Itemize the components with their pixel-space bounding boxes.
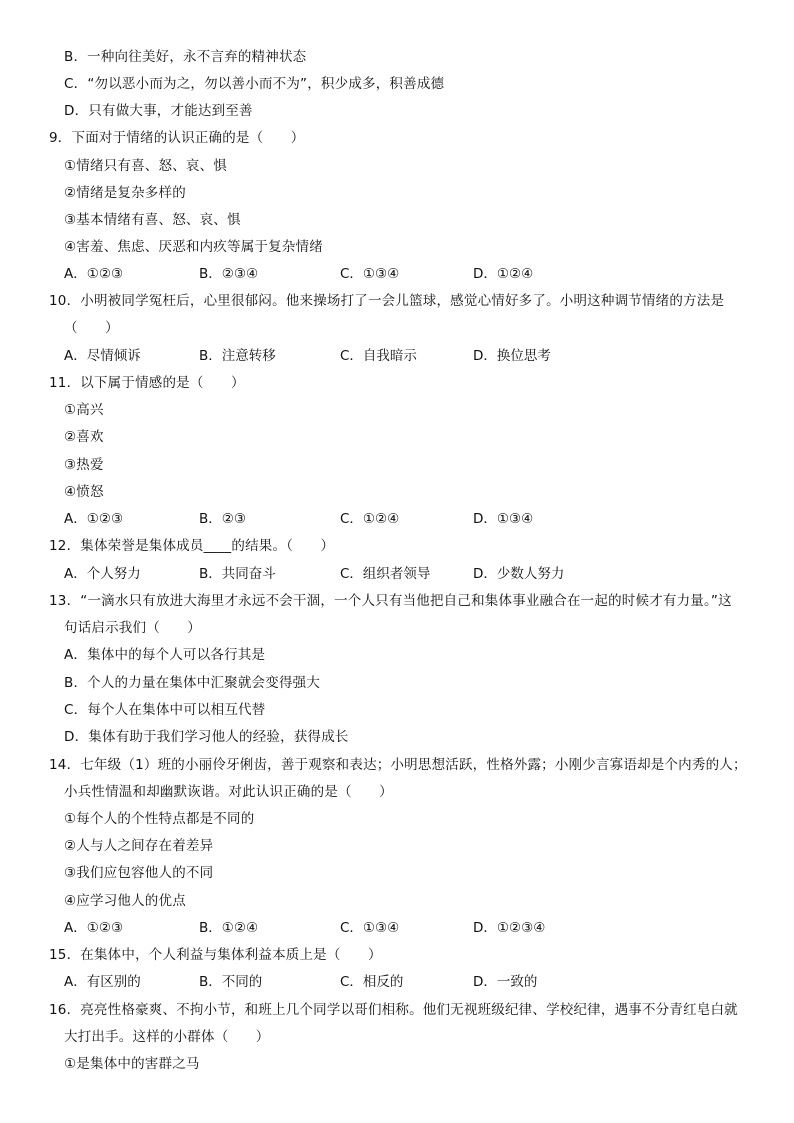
q9-item-4: ④害羞、焦虑、厌恶和内疚等属于复杂情绪 [64,239,323,255]
q14-option-c[interactable]: C．①③④ [340,920,400,936]
q10-option-b[interactable]: B．注意转移 [199,348,276,364]
q14-stem: 14．七年级（1）班的小丽伶牙俐齿，善于观察和表达；小明思想活跃，性格外露；小刚少言寡语却是个内秀的人； [49,757,747,773]
prev-option-c: C．“勿以恶小而为之，勿以善小而不为”，积少成多，积善成德 [64,76,445,92]
q11-item-3: ③热爱 [64,457,104,473]
q13-option-b[interactable]: B．个人的力量在集体中汇聚就会变得强大 [64,675,321,691]
q15-option-b[interactable]: B．不同的 [199,974,263,990]
q14-option-b[interactable]: B．①②④ [199,920,259,936]
q10-option-a[interactable]: A．尽情倾诉 [64,348,141,364]
q9-option-a[interactable]: A．①②③ [64,266,124,282]
q14-option-a[interactable]: A．①②③ [64,920,124,936]
q14-item-3: ③我们应包容他人的不同 [64,865,214,881]
q12-option-d[interactable]: D．少数人努力 [473,566,565,582]
q11-option-b[interactable]: B．②③ [199,511,246,527]
q9-item-1: ①情绪只有喜、怒、哀、惧 [64,158,228,174]
q11-item-4: ④愤怒 [64,484,104,500]
q12-option-a[interactable]: A．个人努力 [64,566,141,582]
q16-stem: 16．亮亮性格豪爽、不拘小节，和班上几个同学以哥们相称。他们无视班级纪律、学校纪律，遇事不分青红皂白就 [49,1002,738,1018]
q13-stem-cont: 句话启示我们（ ） [64,620,201,636]
q14-item-2: ②人与人之间存在着差异 [64,838,214,854]
q9-item-3: ③基本情绪有喜、怒、哀、惧 [64,212,241,228]
q12-stem: 12．集体荣誉是集体成员____的结果。（ ） [49,538,335,554]
q11-option-a[interactable]: A．①②③ [64,511,124,527]
q14-item-1: ①每个人的个性特点都是不同的 [64,811,255,827]
q10-option-c[interactable]: C．自我暗示 [340,348,417,364]
q15-stem: 15．在集体中，个人利益与集体利益本质上是（ ） [49,947,382,963]
q9-option-c[interactable]: C．①③④ [340,266,400,282]
q11-item-2: ②喜欢 [64,429,104,445]
q14-stem-cont: 小兵性情温和却幽默诙谐。对此认识正确的是（ ） [64,784,393,800]
q15-option-d[interactable]: D．一致的 [473,974,538,990]
q15-option-c[interactable]: C．相反的 [340,974,404,990]
q12-option-b[interactable]: B．共同奋斗 [199,566,276,582]
q13-option-c[interactable]: C．每个人在集体中可以相互代替 [64,702,266,718]
q13-option-d[interactable]: D．集体有助于我们学习他人的经验，获得成长 [64,729,349,745]
q11-item-1: ①高兴 [64,402,104,418]
prev-option-b: B．一种向往美好，永不言弃的精神状态 [64,49,307,65]
q13-option-a[interactable]: A．集体中的每个人可以各行其是 [64,647,266,663]
q16-stem-cont: 大打出手。这样的小群体（ ） [64,1029,270,1045]
q13-stem: 13．“一滴水只有放进大海里才永远不会干涸，一个人只有当他把自己和集体事业融合在一起的时候才有力量。”这 [49,593,732,609]
q12-option-c[interactable]: C．组织者领导 [340,566,431,582]
prev-option-d: D．只有做大事，才能达到至善 [64,103,253,119]
q11-option-c[interactable]: C．①②④ [340,511,400,527]
q16-item-1: ①是集体中的害群之马 [64,1056,200,1072]
q11-option-d[interactable]: D．①③④ [473,511,534,527]
q15-option-a[interactable]: A．有区别的 [64,974,141,990]
q14-option-d[interactable]: D．①②③④ [473,920,546,936]
q10-stem-cont: （ ） [64,320,119,336]
q10-stem: 10．小明被同学冤枉后，心里很郁闷。他来操场打了一会儿篮球，感觉心情好多了。小明这种调节情绪的方法是 [49,293,725,309]
q10-option-d[interactable]: D．换位思考 [473,348,551,364]
q9-option-b[interactable]: B．②③④ [199,266,259,282]
q9-stem: 9．下面对于情绪的认识正确的是（ ） [49,130,305,146]
q9-option-d[interactable]: D．①②④ [473,266,534,282]
q9-item-2: ②情绪是复杂多样的 [64,185,186,201]
q14-item-4: ④应学习他人的优点 [64,893,186,909]
q11-stem: 11．以下属于情感的是（ ） [49,375,245,391]
